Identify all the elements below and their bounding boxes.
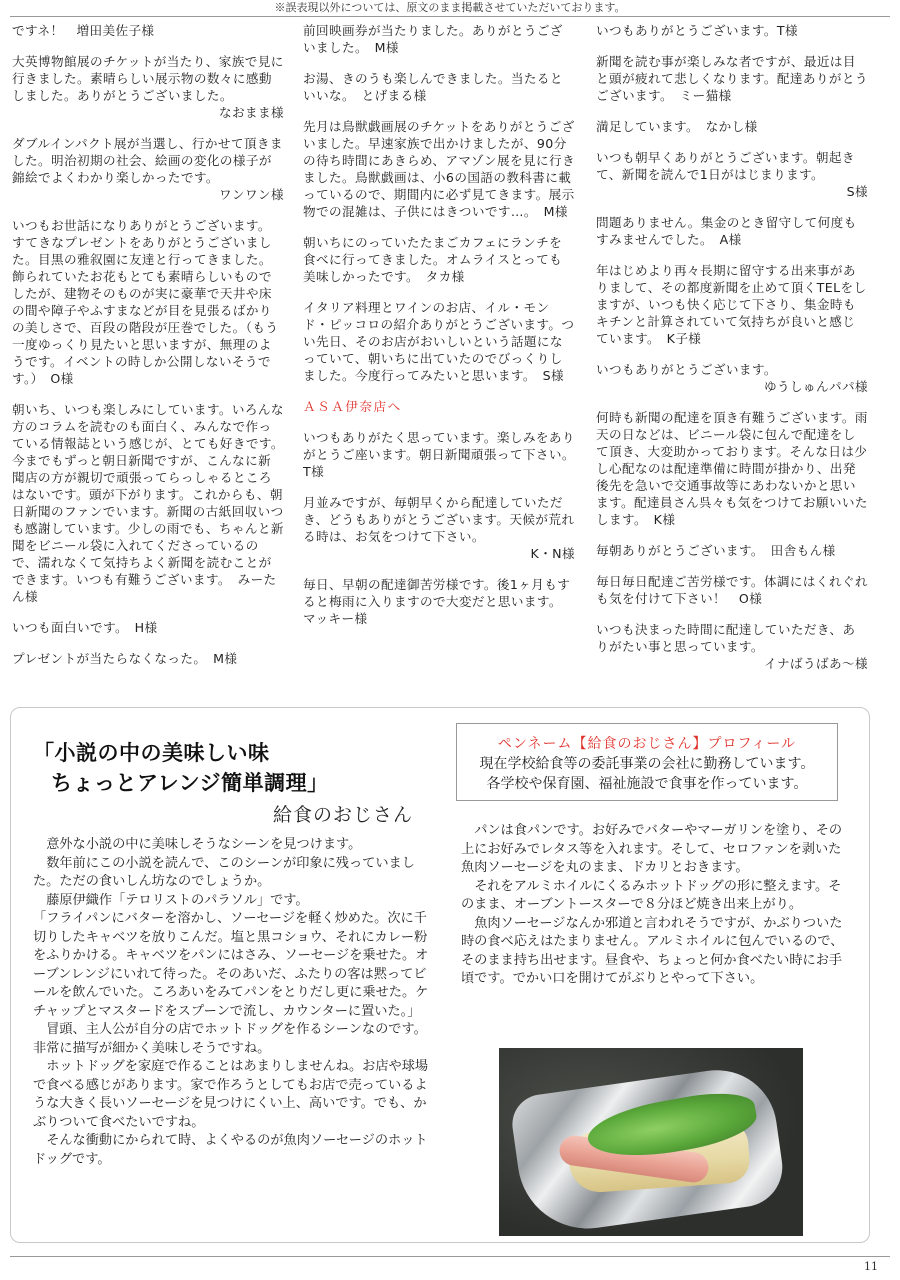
reader-comment <box>303 494 575 562</box>
reader-signature: S様 <box>846 184 868 199</box>
reader-comment-text: いつもありがとうございます。 <box>596 362 777 377</box>
reader-comment <box>303 576 575 627</box>
reader-comment-text: 年はじめより再々長期に留守する出来事がありまして、その都度新聞を止めて頂くTELをしますが、いつも快く応じて下さり、集金時もキチンと計算されていて気持ちが良いと感じています。 K子様 <box>596 263 867 346</box>
article-paragraph: 藤原伊織作「テロリストのパラソル」です。 <box>46 892 309 908</box>
reader-comments-column-1 <box>12 22 284 681</box>
article-paragraph: 冒頭、主人公が自分の店でホットドッグを作るシーンなのです。非常に描写が細かく美味しそうですね。 <box>33 1022 427 1056</box>
reader-comment <box>12 53 284 121</box>
reader-comment <box>596 262 868 347</box>
reader-comment <box>303 70 575 104</box>
reader-comment <box>12 401 284 605</box>
reader-comment <box>12 22 284 39</box>
reader-comment-text: ですネ！ 増田美佐子様 <box>12 23 155 38</box>
reader-comment <box>303 234 575 285</box>
reader-comment-text: いつも面白いです。 H様 <box>12 620 158 635</box>
page-number: 11 <box>864 1260 878 1273</box>
reader-comment-text: 何時も新聞の配達を頂き有難うございます。雨天の日などは、ビニール袋に包んで配達をして頂き、大変助かっております。そんな日は少し心配なのは配達準備に時間が掛かり、出発後先を急いで交通事故等にあわないかと思います。配達員さん呉々も気をつけてお願いいたします。 K様 <box>596 410 868 527</box>
reader-comment-text: イタリア料理とワインのお店、イル・モンド・ピッコロの紹介ありがとうございます。つい先日、そのお店がおいしいという話題になっていて、朝いちに出ていたのでびっくりしました。今度行ってみたいと思います。 S様 <box>303 300 575 383</box>
reader-signature: ゆうしゅんパパ様 <box>764 379 868 394</box>
reader-comments-column-2 <box>303 22 582 641</box>
reader-comment <box>596 149 868 200</box>
reader-comment-text: 月並みですが、毎朝早くから配達していただき、どうもありがとうございます。天候が荒れる時は、お気をつけて下さい。 <box>303 495 575 544</box>
reader-comment-text: 毎日毎日配達ご苦労様です。体調にはくれぐれも気を付けて下さい！ O様 <box>596 574 868 606</box>
reader-comment-text: 新聞を読む事が楽しみな者ですが、最近は目と頭が疲れて悲しくなります。配達ありがとうございます。 ミー猫様 <box>596 54 868 103</box>
feature-article <box>10 707 870 1243</box>
reader-comment <box>596 621 868 672</box>
author-profile-box <box>456 723 838 801</box>
reader-comment <box>12 650 284 667</box>
reader-comment <box>596 409 868 528</box>
reader-comment-text: ダブルインパクト展が当選し、行かせて頂きました。明治初期の社会、絵画の変化の様子が錦絵でよくわかり楽しかったです。 <box>12 136 283 185</box>
article-paragraph: 魚肉ソーセージなんか邪道と言われそうですが、かぶりついた時の食べ応えはたまりません。アルミホイルに包んでいるので、そのまま持ち出せます。昼食や、ちょっと何か食べたい時にお手頃です。でかい口を開けてがぶりとやって下さい。 <box>461 915 844 986</box>
article-body-right <box>461 822 846 989</box>
reader-comment <box>596 542 868 559</box>
reader-comments-column-3 <box>596 22 868 686</box>
reader-signature: ワンワン様 <box>219 187 284 202</box>
reader-comment-text: いつも朝早くありがとうございます。朝起きて、新聞を読んで1日がはじまります。 <box>596 150 855 182</box>
reader-signature: なおまま様 <box>219 105 284 120</box>
profile-line: 各学校や保育園、福祉施設で食事を作っています。 <box>486 776 808 792</box>
reader-comment <box>596 53 868 104</box>
reader-comment <box>596 118 868 135</box>
article-title-line-1: 「小説の中の美味しい味 <box>33 741 270 765</box>
article-paragraph: 数年前にこの小説を読んで、このシーンが印象に残っていました。ただの食いしん坊なのでしょうか。 <box>33 855 415 889</box>
profile-title: ペンネーム【給食のおじさん】プロフィール <box>497 736 797 752</box>
reader-comment-text: プレゼントが当たらなくなった。 M様 <box>12 651 238 666</box>
asa-section-heading: ＡＳＡ伊奈店へ <box>303 399 402 414</box>
article-paragraph: 意外な小説の中に美味しそうなシーンを見つけます。 <box>46 837 362 852</box>
reader-comment-text: 問題ありません。集金のとき留守して何度もすみませんでした。 A様 <box>596 215 857 247</box>
article-title <box>33 738 329 798</box>
hotdog-photo <box>499 1048 803 1236</box>
reader-comment <box>596 573 868 607</box>
novel-quote: 「フライパンにバターを溶かし、ソーセージを軽く炒めた。次に千切りしたキャベツを放りこんだ。塩と黒コショウ、それにカレー粉をふりかける。キャベツをパンにはさみ、ソーセージを乗せた。オーブンレンジにいれて待った。そのあいだ、ふたりの客は黙ってビールを飲んでいた。ころあいをみてパンをとりだし更に乗せた。ケチャップとマスタードをスプーンで流し、カウンターに置いた。」 <box>33 911 429 1019</box>
reader-comment <box>12 135 284 203</box>
reader-signature: イナばうばあ～様 <box>764 656 868 671</box>
reader-comment <box>12 217 284 387</box>
reader-comment <box>303 118 575 220</box>
article-body-left <box>33 836 435 1169</box>
reader-comment-text: 大英博物館展のチケットが当たり、家族で見に行きました。素晴らしい展示物の数々に感動しました。ありがとうございました。 <box>12 54 284 103</box>
reader-comment <box>303 299 575 384</box>
profile-line: 現在学校給食等の委託事業の会社に勤務しています。 <box>479 756 815 772</box>
article-paragraph: ホットドッグを家庭で作ることはあまりしませんね。お店や球場で食べる感じがあります。家で作ろうとしてもお店で売っているような大きく長いソーセージを見つけにくい上、高いです。でも、かぶりついて食べたいですね。 <box>33 1059 429 1130</box>
article-author: 給食のおじさん <box>273 804 414 826</box>
reader-signature: K・N様 <box>530 546 575 561</box>
reader-comment <box>596 361 868 395</box>
reader-comment-text: 朝いちにのっていたたまごカフェにランチを食べに行ってきました。オムライスとっても美味しかったです。 タカ様 <box>303 235 563 284</box>
reader-comment <box>303 22 575 56</box>
reader-comment-text: いつもありがたく思っています。楽しみをありがとうご座います。朝日新聞頑張って下さい。 T様 <box>303 430 582 479</box>
article-paragraph: パンは食パンです。お好みでバターやマーガリンを塗り、その上にお好みでレタス等を入れます。そして、セロファンを剥いた魚肉ソーセージを丸のまま、ドカリとおきます。 <box>461 823 843 875</box>
reader-comment <box>596 22 868 39</box>
article-paragraph: それをアルミホイルにくるみホットドッグの形に整えます。そのまま、オーブントースターで８分ほど焼き出来上がり。 <box>461 878 842 912</box>
reader-comment-text: いつも決まった時間に配達していただき、ありがたい事と思っています。 <box>596 622 856 654</box>
footer-rule <box>10 1256 890 1257</box>
reader-comment <box>596 214 868 248</box>
reader-comment <box>303 429 582 480</box>
reader-comment-text: 毎日、早朝の配達御苦労様です。後1ヶ月もすると梅雨に入りますので大変だと思います。 マッキー様 <box>303 577 571 626</box>
article-title-line-2: ちょっとアレンジ簡単調理」 <box>51 771 329 795</box>
reader-comment <box>12 619 284 636</box>
article-paragraph: そんな衝動にかられて時、よくやるのが魚肉ソーセージのホットドッグです。 <box>33 1133 428 1167</box>
reader-comment-text: 毎朝ありがとうございます。 田舎もん様 <box>596 543 836 558</box>
reader-comment-text: 満足しています。 なかし様 <box>596 119 758 134</box>
reader-comment-text: いつもありがとうございます。T様 <box>596 23 798 38</box>
reader-comment-text: いつもお世話になりありがとうございます。すてきなプレゼントをありがとうございました。目黒の雅叙園に友達と行ってきました。飾られていたお花もとても素晴らしいものでしたが、建物そのものが実に豪華で天井や床の間や障子やふすまなどが目を見張るばかりの美しさで、百段の階段が圧巻でした。（もう一度ゆっくり見たいと思いますが、無理のようです。イベントの時しか公開しないそうです。） O様 <box>12 218 279 386</box>
editorial-note: ※誤表現以外については、原文のまま掲載させていただいております。 <box>10 0 890 17</box>
reader-comment-text: 朝いち、いつも楽しみにしています。いろんな方のコラムを読むのも面白く、みんなで作っている情報誌という感じが、とても好きです。今までもずっと朝日新聞ですが、こんなに新聞店の方が親切で頑張ってらっしゃるところはないです。頭が下がります。これからも、朝日新聞のファンでいます。新聞の古紙回収いつも感謝しています。少しの雨でも、ちゃんと新聞をビニール袋に入れてくださっているので、濡れなくて気持ちよく新聞を読むことができます。いつも有難うございます。 みーたん様 <box>12 402 284 604</box>
reader-comment-text: 前回映画券が当たりました。ありがとうございました。 M様 <box>303 23 563 55</box>
reader-comment-text: 先月は鳥獣戯画展のチケットをありがとうございました。早速家族で出かけましたが、90分の待ち時間にあきらめ、アマゾン展を見に行きました。鳥獣戯画は、小6の国語の教科書に載っているので、期間内に必ず見てきます。展示物での混雑は、子供にはきついです…。 M様 <box>303 119 575 219</box>
reader-comment-text: お湯、きのうも楽しんできました。当たるといいな。 とげまる様 <box>303 71 563 103</box>
